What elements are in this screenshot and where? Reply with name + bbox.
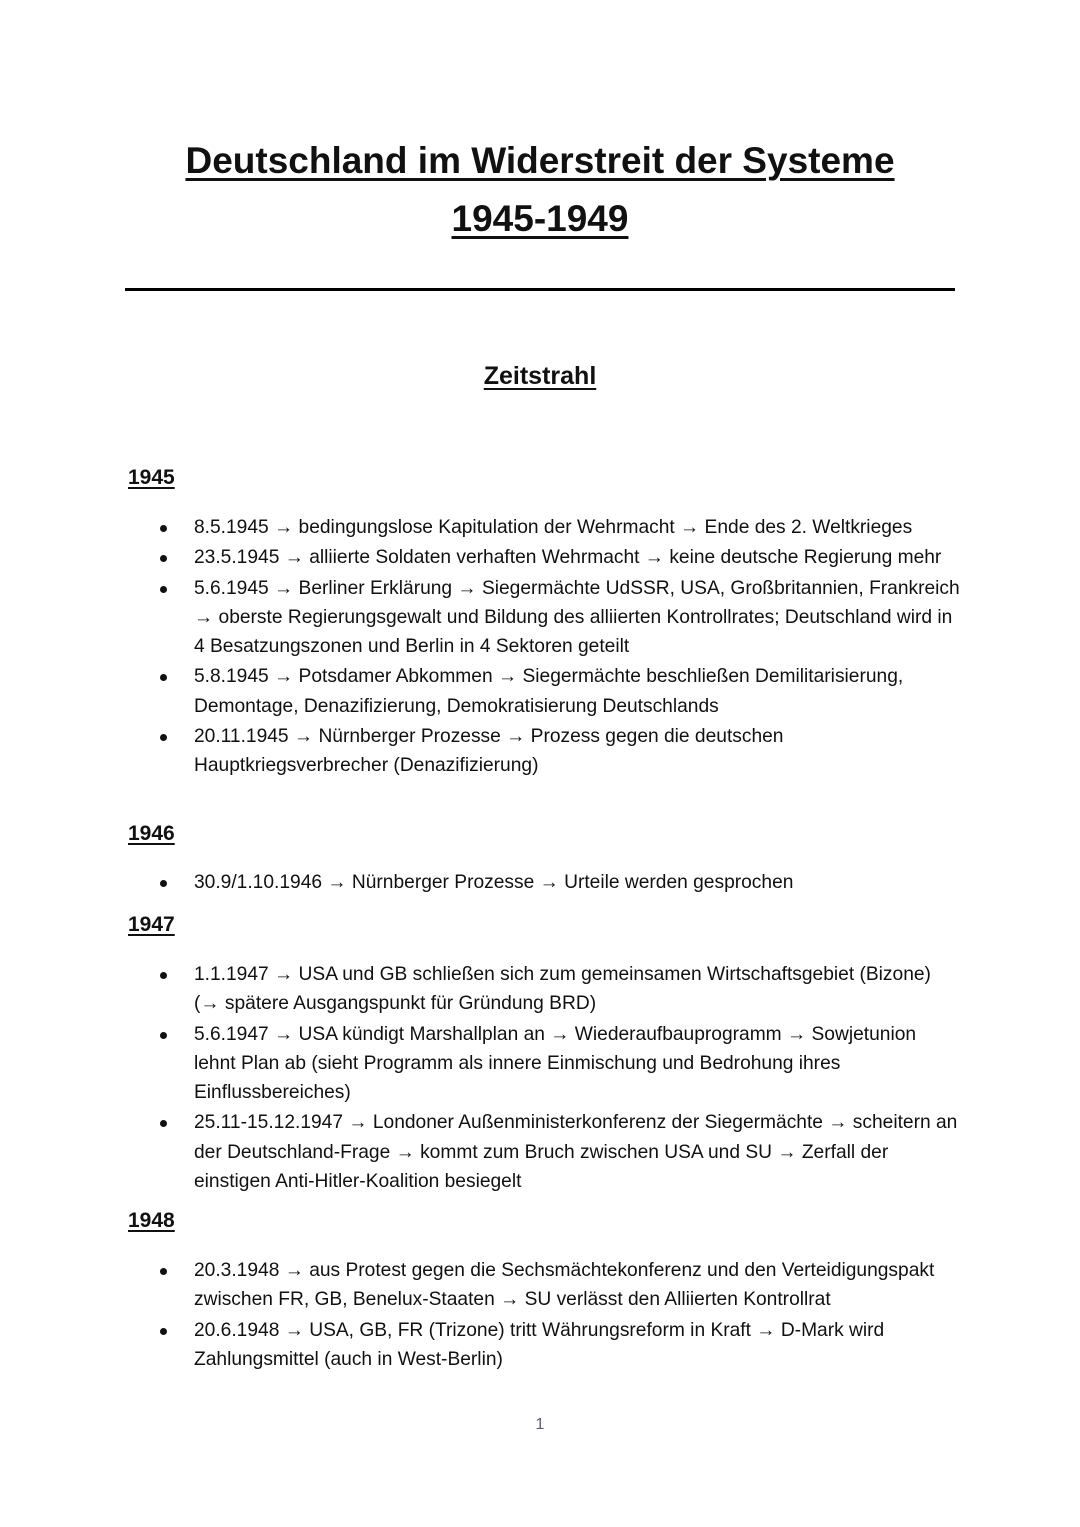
year-heading-1948: 1948 — [128, 1209, 175, 1232]
year-heading-1946: 1946 — [128, 822, 175, 845]
event-item: 30.9/1.10.1946 → Nürnberger Prozesse → Urteile werden gesprochen — [160, 868, 960, 897]
year-heading-1947: 1947 — [128, 913, 175, 936]
event-item: 20.11.1945 → Nürnberger Prozesse → Prozess gegen die deutschen Hauptkriegsverbrecher (Denazifizierung) — [160, 722, 960, 781]
event-item: 5.8.1945 → Potsdamer Abkommen → Siegermächte beschließen Demilitarisierung, Demontage, Denazifizierung, Demokratisierung Deutschlands — [160, 662, 960, 721]
section-title — [0, 362, 1080, 391]
page-number: 1 — [535, 1416, 545, 1433]
event-item: 5.6.1945 → Berliner Erklärung → Siegermächte UdSSR, USA, Großbritannien, Frankreich → oberste Regierungsgewalt und Bildung des alliierten Kontrollrates; Deutschland wird in 4 Besatzungszonen und Berlin in 4 Sektoren geteilt — [160, 574, 960, 662]
title-divider — [125, 288, 955, 291]
section-title-text: Zeitstrahl — [483, 362, 597, 390]
event-item: 25.11-15.12.1947 → Londoner Außenministerkonferenz der Siegermächte → scheitern an der Deutschland-Frage → kommt zum Bruch zwischen USA und SU → Zerfall der einstigen Anti-Hitler-Koalition besiegelt — [160, 1108, 960, 1196]
event-list-1946 — [160, 868, 960, 897]
event-list-1945 — [160, 513, 960, 781]
event-list-1948 — [160, 1256, 960, 1374]
event-item: 8.5.1945 → bedingungslose Kapitulation der Wehrmacht → Ende des 2. Weltkrieges — [160, 513, 960, 542]
document-title-line-1: Deutschland im Widerstreit der Systeme — [185, 140, 895, 181]
event-list-1947 — [160, 960, 960, 1196]
event-item: 1.1.1947 → USA und GB schließen sich zum gemeinsamen Wirtschaftsgebiet (Bizone) (→ spätere Ausgangspunkt für Gründung BRD) — [160, 960, 960, 1019]
document-title — [0, 132, 1080, 248]
document-title-line-2: 1945-1949 — [451, 198, 629, 239]
event-item: 20.6.1948 → USA, GB, FR (Trizone) tritt Währungsreform in Kraft → D-Mark wird Zahlungsmittel (auch in West-Berlin) — [160, 1316, 960, 1375]
event-item: 20.3.1948 → aus Protest gegen die Sechsmächtekonferenz und den Verteidigungspakt zwischen FR, GB, Benelux-Staaten → SU verlässt den Alliierten Kontrollrat — [160, 1256, 960, 1315]
event-item: 23.5.1945 → alliierte Soldaten verhaften Wehrmacht → keine deutsche Regierung mehr — [160, 543, 960, 572]
event-item: 5.6.1947 → USA kündigt Marshallplan an → Wiederaufbauprogramm → Sowjetunion lehnt Plan ab (sieht Programm als innere Einmischung und Bedrohung ihres Einflussbereiches) — [160, 1020, 960, 1108]
year-heading-1945: 1945 — [128, 466, 175, 489]
